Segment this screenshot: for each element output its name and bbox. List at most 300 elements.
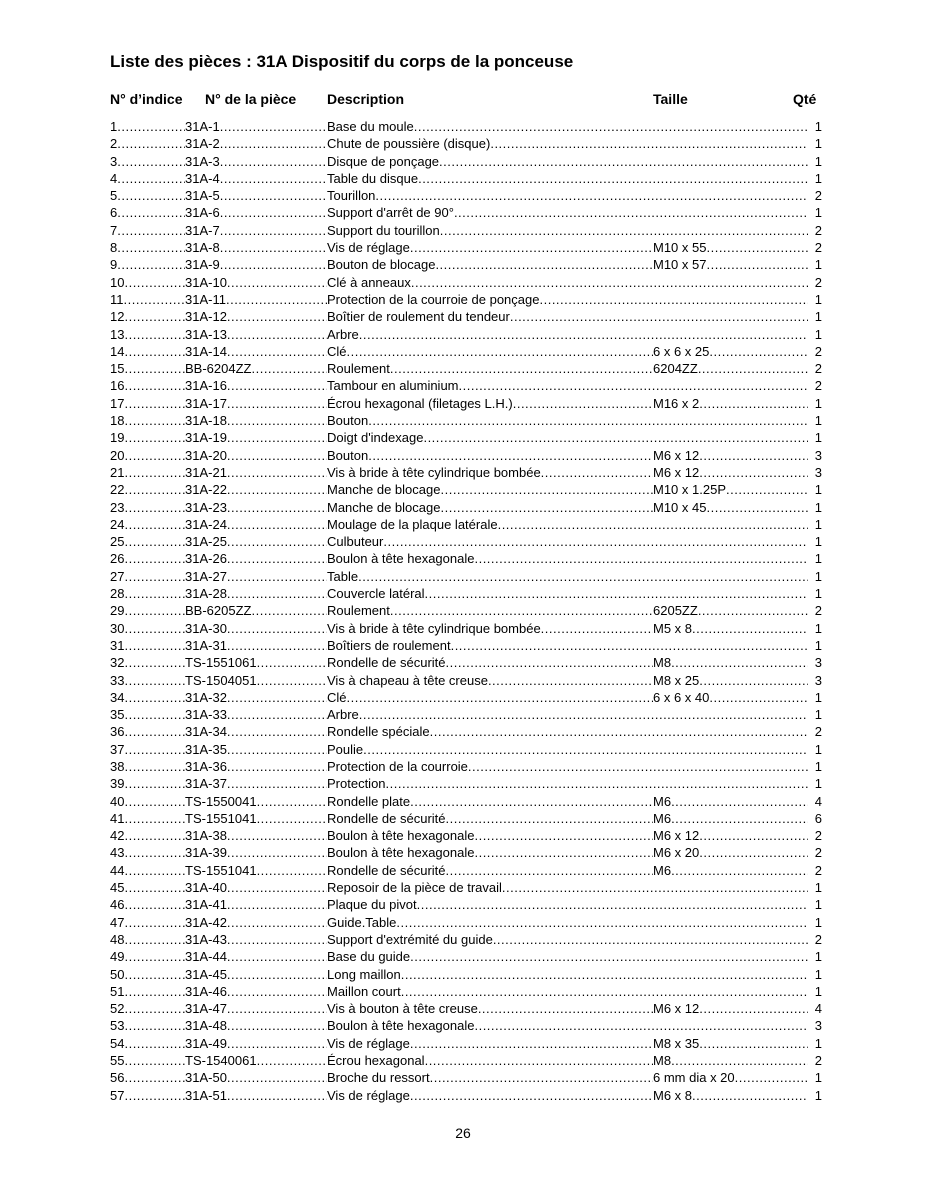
cell-size: M8 ..... xyxy=(653,654,808,671)
cell-description: Guide.Table ..... xyxy=(327,914,808,931)
cell-quantity: 1 xyxy=(814,395,822,411)
cell-index: 42 ..... xyxy=(110,827,185,844)
cell-quantity: 1 xyxy=(814,257,822,273)
cell-quantity: 1 xyxy=(814,689,822,705)
cell-index: 46 ..... xyxy=(110,896,185,913)
cell-part-number: 31A-39 ..... xyxy=(185,844,327,861)
cell-quantity: 2 xyxy=(814,343,822,359)
table-row xyxy=(0,983,926,1000)
cell-description: Vis de réglage ..... xyxy=(327,1087,653,1104)
table-row xyxy=(0,187,926,204)
cell-quantity: 1 xyxy=(814,707,822,723)
cell-description: Chute de poussière (disque) ..... xyxy=(327,135,808,152)
cell-description: Poulie ..... xyxy=(327,741,808,758)
header-quantity: Qté xyxy=(793,91,817,107)
cell-index: 1 ..... xyxy=(110,118,185,135)
cell-quantity: 6 xyxy=(814,810,822,826)
column-headers xyxy=(0,91,926,109)
cell-quantity: 2 xyxy=(814,188,822,204)
cell-description: Table ..... xyxy=(327,568,808,585)
cell-index: 48 ..... xyxy=(110,931,185,948)
cell-quantity: 2 xyxy=(814,222,822,238)
cell-part-number: 31A-11 ..... xyxy=(185,291,327,308)
cell-part-number: 31A-50 ..... xyxy=(185,1069,327,1086)
cell-part-number: 31A-2 ..... xyxy=(185,135,327,152)
cell-index: 36 ..... xyxy=(110,723,185,740)
table-row xyxy=(0,896,926,913)
cell-description: Clé à anneaux ..... xyxy=(327,274,808,291)
table-row xyxy=(0,862,926,879)
cell-quantity: 1 xyxy=(814,1087,822,1103)
cell-quantity: 1 xyxy=(814,119,822,134)
cell-size: 6205ZZ ..... xyxy=(653,602,808,619)
cell-description: Boulon à tête hexagonale ..... xyxy=(327,1017,808,1034)
cell-index: 54 ..... xyxy=(110,1035,185,1052)
table-row xyxy=(0,516,926,533)
cell-quantity: 2 xyxy=(814,862,822,878)
cell-size: M5 x 8 ..... xyxy=(653,620,808,637)
cell-index: 21 ..... xyxy=(110,464,185,481)
cell-size: 6204ZZ ..... xyxy=(653,360,808,377)
cell-index: 53 ..... xyxy=(110,1017,185,1034)
cell-part-number: 31A-14 ..... xyxy=(185,343,327,360)
cell-description: Support du tourillon ..... xyxy=(327,222,808,239)
table-row xyxy=(0,170,926,187)
cell-index: 43 ..... xyxy=(110,844,185,861)
table-row xyxy=(0,620,926,637)
cell-part-number: 31A-21 ..... xyxy=(185,464,327,481)
table-row xyxy=(0,274,926,291)
cell-index: 40 ..... xyxy=(110,793,185,810)
header-index: N° d’indice xyxy=(110,91,183,107)
cell-part-number: 31A-18 ..... xyxy=(185,412,327,429)
table-row xyxy=(0,654,926,671)
cell-size: M6 ..... xyxy=(653,862,808,879)
cell-part-number: 31A-36 ..... xyxy=(185,758,327,775)
cell-index: 9 ..... xyxy=(110,256,185,273)
cell-part-number: 31A-9 ..... xyxy=(185,256,327,273)
cell-description: Support d'extrémité du guide ..... xyxy=(327,931,808,948)
cell-quantity: 2 xyxy=(814,361,822,377)
cell-part-number: 31A-17 ..... xyxy=(185,395,327,412)
cell-description: Base du guide ..... xyxy=(327,948,808,965)
table-row xyxy=(0,447,926,464)
header-description: Description xyxy=(327,91,405,107)
cell-description: Maillon court ..... xyxy=(327,983,808,1000)
cell-size: M6 x 12 ..... xyxy=(653,827,808,844)
cell-quantity: 1 xyxy=(814,586,822,602)
cell-description: Vis à chapeau à tête creuse ..... xyxy=(327,672,653,689)
cell-description: Long maillon ..... xyxy=(327,966,808,983)
cell-description: Bouton ..... xyxy=(327,412,808,429)
cell-index: 2 ..... xyxy=(110,135,185,152)
cell-part-number: 31A-40 ..... xyxy=(185,879,327,896)
table-row xyxy=(0,499,926,516)
table-row xyxy=(0,222,926,239)
cell-index: 18 ..... xyxy=(110,412,185,429)
cell-size: M6 x 20 ..... xyxy=(653,844,808,861)
cell-size: M6 ..... xyxy=(653,810,808,827)
cell-index: 27 ..... xyxy=(110,568,185,585)
cell-part-number: 31A-44 ..... xyxy=(185,948,327,965)
cell-quantity: 1 xyxy=(814,482,822,498)
cell-size: M8 x 35 ..... xyxy=(653,1035,808,1052)
cell-description: Écrou hexagonal (filetages L.H.) ..... xyxy=(327,395,653,412)
cell-description: Vis à bride à tête cylindrique bombée ..... xyxy=(327,464,653,481)
cell-part-number: 31A-35 ..... xyxy=(185,741,327,758)
cell-description: Boîtiers de roulement ..... xyxy=(327,637,808,654)
cell-part-number: 31A-7 ..... xyxy=(185,222,327,239)
cell-quantity: 2 xyxy=(814,240,822,256)
cell-part-number: 31A-51 ..... xyxy=(185,1087,327,1104)
cell-description: Vis à bride à tête cylindrique bombée ..... xyxy=(327,620,653,637)
cell-size: M16 x 2 ..... xyxy=(653,395,808,412)
cell-index: 24 ..... xyxy=(110,516,185,533)
cell-part-number: 31A-32 ..... xyxy=(185,689,327,706)
cell-part-number: TS-1550041 ..... xyxy=(185,793,327,810)
cell-index: 57 ..... xyxy=(110,1087,185,1104)
cell-size: 6 x 6 x 40 ..... xyxy=(653,689,808,706)
cell-index: 56 ..... xyxy=(110,1069,185,1086)
cell-description: Tourillon ..... xyxy=(327,187,808,204)
table-row xyxy=(0,533,926,550)
cell-index: 34 ..... xyxy=(110,689,185,706)
cell-quantity: 1 xyxy=(814,880,822,896)
cell-size: M10 x 57 ..... xyxy=(653,256,808,273)
cell-quantity: 1 xyxy=(814,620,822,636)
cell-part-number: 31A-49 ..... xyxy=(185,1035,327,1052)
cell-index: 20 ..... xyxy=(110,447,185,464)
cell-description: Doigt d'indexage ..... xyxy=(327,429,808,446)
table-row xyxy=(0,239,926,256)
cell-description: Rondelle de sécurité ..... xyxy=(327,810,653,827)
cell-description: Moulage de la plaque latérale ..... xyxy=(327,516,808,533)
cell-size: M10 x 45 ..... xyxy=(653,499,808,516)
cell-part-number: 31A-45 ..... xyxy=(185,966,327,983)
cell-index: 15 ..... xyxy=(110,360,185,377)
cell-description: Rondelle de sécurité ..... xyxy=(327,654,653,671)
cell-description: Clé ..... xyxy=(327,689,653,706)
cell-part-number: TS-1551061 ..... xyxy=(185,654,327,671)
cell-part-number: TS-1551041 ..... xyxy=(185,810,327,827)
cell-quantity: 2 xyxy=(814,724,822,740)
cell-part-number: 31A-48 ..... xyxy=(185,1017,327,1034)
cell-part-number: 31A-19 ..... xyxy=(185,429,327,446)
cell-quantity: 1 xyxy=(814,1070,822,1086)
cell-part-number: TS-1504051 ..... xyxy=(185,672,327,689)
cell-part-number: BB-6204ZZ ..... xyxy=(185,360,327,377)
cell-index: 23 ..... xyxy=(110,499,185,516)
cell-index: 22 ..... xyxy=(110,481,185,498)
cell-index: 26 ..... xyxy=(110,550,185,567)
cell-quantity: 4 xyxy=(814,1001,822,1017)
cell-description: Vis de réglage ..... xyxy=(327,239,653,256)
cell-index: 16 ..... xyxy=(110,377,185,394)
cell-quantity: 3 xyxy=(814,1018,822,1034)
cell-description: Arbre ..... xyxy=(327,326,808,343)
table-row xyxy=(0,291,926,308)
cell-part-number: 31A-38 ..... xyxy=(185,827,327,844)
cell-quantity: 1 xyxy=(814,153,822,169)
table-row xyxy=(0,723,926,740)
cell-index: 51 ..... xyxy=(110,983,185,1000)
cell-size: M10 x 55 ..... xyxy=(653,239,808,256)
cell-quantity: 2 xyxy=(814,828,822,844)
cell-index: 12 ..... xyxy=(110,308,185,325)
cell-size: M10 x 1.25P ..... xyxy=(653,481,808,498)
cell-description: Culbuteur ..... xyxy=(327,533,808,550)
cell-index: 3 ..... xyxy=(110,153,185,170)
cell-index: 44 ..... xyxy=(110,862,185,879)
cell-quantity: 1 xyxy=(814,914,822,930)
cell-index: 30 ..... xyxy=(110,620,185,637)
table-row xyxy=(0,568,926,585)
cell-description: Reposoir de la pièce de travail ..... xyxy=(327,879,808,896)
cell-description: Boîtier de roulement du tendeur ..... xyxy=(327,308,808,325)
cell-part-number: 31A-34 ..... xyxy=(185,723,327,740)
table-row xyxy=(0,256,926,273)
cell-size: 6 mm dia x 20 ..... xyxy=(653,1069,808,1086)
cell-quantity: 2 xyxy=(814,1053,822,1069)
cell-index: 17 ..... xyxy=(110,395,185,412)
cell-description: Base du moule ..... xyxy=(327,118,808,135)
cell-quantity: 3 xyxy=(814,464,822,480)
cell-index: 33 ..... xyxy=(110,672,185,689)
cell-description: Rondelle plate ..... xyxy=(327,793,653,810)
cell-description: Rondelle spéciale ..... xyxy=(327,723,808,740)
cell-description: Boulon à tête hexagonale ..... xyxy=(327,550,808,567)
cell-part-number: 31A-33 ..... xyxy=(185,706,327,723)
table-row xyxy=(0,585,926,602)
cell-index: 39 ..... xyxy=(110,775,185,792)
table-row xyxy=(0,810,926,827)
table-row xyxy=(0,879,926,896)
cell-quantity: 2 xyxy=(814,845,822,861)
cell-quantity: 3 xyxy=(814,447,822,463)
table-row xyxy=(0,550,926,567)
table-row xyxy=(0,153,926,170)
cell-quantity: 1 xyxy=(814,499,822,515)
cell-part-number: 31A-30 ..... xyxy=(185,620,327,637)
header-size: Taille xyxy=(653,91,688,107)
table-row xyxy=(0,1017,926,1034)
table-row xyxy=(0,966,926,983)
cell-part-number: 31A-1 ..... xyxy=(185,118,327,135)
table-row xyxy=(0,1000,926,1017)
cell-index: 4 ..... xyxy=(110,170,185,187)
table-row xyxy=(0,308,926,325)
cell-description: Protection de la courroie de ponçage ..... xyxy=(327,291,808,308)
cell-index: 45 ..... xyxy=(110,879,185,896)
cell-index: 37 ..... xyxy=(110,741,185,758)
cell-part-number: 31A-3 ..... xyxy=(185,153,327,170)
cell-description: Broche du ressort ..... xyxy=(327,1069,653,1086)
table-row xyxy=(0,914,926,931)
cell-quantity: 2 xyxy=(814,603,822,619)
cell-index: 19 ..... xyxy=(110,429,185,446)
cell-description: Manche de blocage ..... xyxy=(327,481,653,498)
cell-quantity: 1 xyxy=(814,741,822,757)
cell-description: Boulon à tête hexagonale ..... xyxy=(327,844,653,861)
cell-quantity: 2 xyxy=(814,378,822,394)
cell-index: 8 ..... xyxy=(110,239,185,256)
cell-index: 28 ..... xyxy=(110,585,185,602)
table-row xyxy=(0,1069,926,1086)
table-row xyxy=(0,775,926,792)
cell-quantity: 1 xyxy=(814,966,822,982)
cell-index: 38 ..... xyxy=(110,758,185,775)
table-row xyxy=(0,326,926,343)
cell-quantity: 1 xyxy=(814,136,822,152)
cell-quantity: 1 xyxy=(814,637,822,653)
table-row xyxy=(0,948,926,965)
cell-index: 29 ..... xyxy=(110,602,185,619)
cell-description: Rondelle de sécurité ..... xyxy=(327,862,653,879)
cell-part-number: 31A-28 ..... xyxy=(185,585,327,602)
cell-quantity: 1 xyxy=(814,776,822,792)
cell-part-number: 31A-24 ..... xyxy=(185,516,327,533)
cell-description: Bouton de blocage ..... xyxy=(327,256,653,273)
cell-part-number: 31A-23 ..... xyxy=(185,499,327,516)
cell-quantity: 1 xyxy=(814,551,822,567)
table-row xyxy=(0,637,926,654)
cell-index: 7 ..... xyxy=(110,222,185,239)
table-row xyxy=(0,377,926,394)
cell-part-number: 31A-41 ..... xyxy=(185,896,327,913)
cell-size: M8 ..... xyxy=(653,1052,808,1069)
cell-description: Protection ..... xyxy=(327,775,808,792)
page-title: Liste des pièces : 31A Dispositif du corps de la ponceuse xyxy=(110,52,574,71)
cell-size: 6 x 6 x 25 ..... xyxy=(653,343,808,360)
cell-part-number: 31A-25 ..... xyxy=(185,533,327,550)
cell-quantity: 1 xyxy=(814,949,822,965)
table-row xyxy=(0,360,926,377)
cell-quantity: 3 xyxy=(814,672,822,688)
cell-quantity: 2 xyxy=(814,274,822,290)
cell-index: 31 ..... xyxy=(110,637,185,654)
cell-description: Disque de ponçage ..... xyxy=(327,153,808,170)
cell-description: Arbre ..... xyxy=(327,706,808,723)
cell-part-number: 31A-12 ..... xyxy=(185,308,327,325)
table-row xyxy=(0,343,926,360)
cell-description: Tambour en aluminium ..... xyxy=(327,377,808,394)
cell-part-number: 31A-16 ..... xyxy=(185,377,327,394)
table-row xyxy=(0,464,926,481)
cell-index: 5 ..... xyxy=(110,187,185,204)
cell-size: M8 x 25 ..... xyxy=(653,672,808,689)
cell-description: Protection de la courroie ..... xyxy=(327,758,808,775)
cell-part-number: 31A-20 ..... xyxy=(185,447,327,464)
table-row xyxy=(0,481,926,498)
cell-quantity: 1 xyxy=(814,568,822,584)
cell-index: 11 ..... xyxy=(110,291,185,308)
parts-list xyxy=(0,118,926,1104)
table-row xyxy=(0,395,926,412)
cell-quantity: 1 xyxy=(814,291,822,307)
table-row xyxy=(0,706,926,723)
table-row xyxy=(0,429,926,446)
cell-quantity: 1 xyxy=(814,413,822,429)
cell-part-number: 31A-10 ..... xyxy=(185,274,327,291)
cell-size: M6 x 12 ..... xyxy=(653,1000,808,1017)
table-row xyxy=(0,672,926,689)
cell-description: Manche de blocage ..... xyxy=(327,499,653,516)
cell-part-number: 31A-37 ..... xyxy=(185,775,327,792)
cell-quantity: 1 xyxy=(814,170,822,186)
header-part-number: N° de la pièce xyxy=(205,91,297,107)
table-row xyxy=(0,1052,926,1069)
cell-description: Écrou hexagonal ..... xyxy=(327,1052,653,1069)
page-number: 26 xyxy=(455,1125,471,1141)
cell-part-number: BB-6205ZZ ..... xyxy=(185,602,327,619)
cell-size: M6 x 8 ..... xyxy=(653,1087,808,1104)
cell-index: 6 ..... xyxy=(110,204,185,221)
table-row xyxy=(0,741,926,758)
cell-part-number: 31A-42 ..... xyxy=(185,914,327,931)
cell-part-number: 31A-31 ..... xyxy=(185,637,327,654)
cell-quantity: 1 xyxy=(814,309,822,325)
cell-index: 35 ..... xyxy=(110,706,185,723)
cell-description: Bouton ..... xyxy=(327,447,653,464)
table-row xyxy=(0,1087,926,1104)
table-row xyxy=(0,827,926,844)
cell-index: 41 ..... xyxy=(110,810,185,827)
cell-quantity: 3 xyxy=(814,655,822,671)
cell-part-number: 31A-22 ..... xyxy=(185,481,327,498)
table-row xyxy=(0,135,926,152)
cell-description: Vis à bouton à tête creuse ..... xyxy=(327,1000,653,1017)
cell-part-number: 31A-13 ..... xyxy=(185,326,327,343)
cell-quantity: 1 xyxy=(814,205,822,221)
cell-quantity: 1 xyxy=(814,1035,822,1051)
cell-size: M6 x 12 ..... xyxy=(653,447,808,464)
table-row xyxy=(0,1035,926,1052)
cell-part-number: 31A-26 ..... xyxy=(185,550,327,567)
cell-quantity: 1 xyxy=(814,534,822,550)
cell-description: Clé ..... xyxy=(327,343,653,360)
cell-index: 14 ..... xyxy=(110,343,185,360)
cell-part-number: 31A-27 ..... xyxy=(185,568,327,585)
table-row xyxy=(0,689,926,706)
cell-quantity: 4 xyxy=(814,793,822,809)
cell-description: Table du disque ..... xyxy=(327,170,808,187)
cell-quantity: 1 xyxy=(814,326,822,342)
cell-part-number: 31A-6 ..... xyxy=(185,204,327,221)
cell-description: Boulon à tête hexagonale ..... xyxy=(327,827,653,844)
cell-description: Support d'arrêt de 90° ..... xyxy=(327,204,808,221)
cell-part-number: 31A-5 ..... xyxy=(185,187,327,204)
cell-description: Roulement ..... xyxy=(327,602,653,619)
cell-index: 52 ..... xyxy=(110,1000,185,1017)
cell-part-number: 31A-46 ..... xyxy=(185,983,327,1000)
cell-part-number: 31A-43 ..... xyxy=(185,931,327,948)
cell-index: 47 ..... xyxy=(110,914,185,931)
table-row xyxy=(0,412,926,429)
cell-index: 25 ..... xyxy=(110,533,185,550)
cell-part-number: TS-1540061 ..... xyxy=(185,1052,327,1069)
cell-quantity: 1 xyxy=(814,758,822,774)
table-row xyxy=(0,931,926,948)
cell-quantity: 1 xyxy=(814,516,822,532)
cell-index: 32 ..... xyxy=(110,654,185,671)
cell-quantity: 1 xyxy=(814,897,822,913)
cell-index: 50 ..... xyxy=(110,966,185,983)
table-row xyxy=(0,118,926,135)
cell-index: 49 ..... xyxy=(110,948,185,965)
table-row xyxy=(0,602,926,619)
cell-index: 55 ..... xyxy=(110,1052,185,1069)
table-row xyxy=(0,844,926,861)
